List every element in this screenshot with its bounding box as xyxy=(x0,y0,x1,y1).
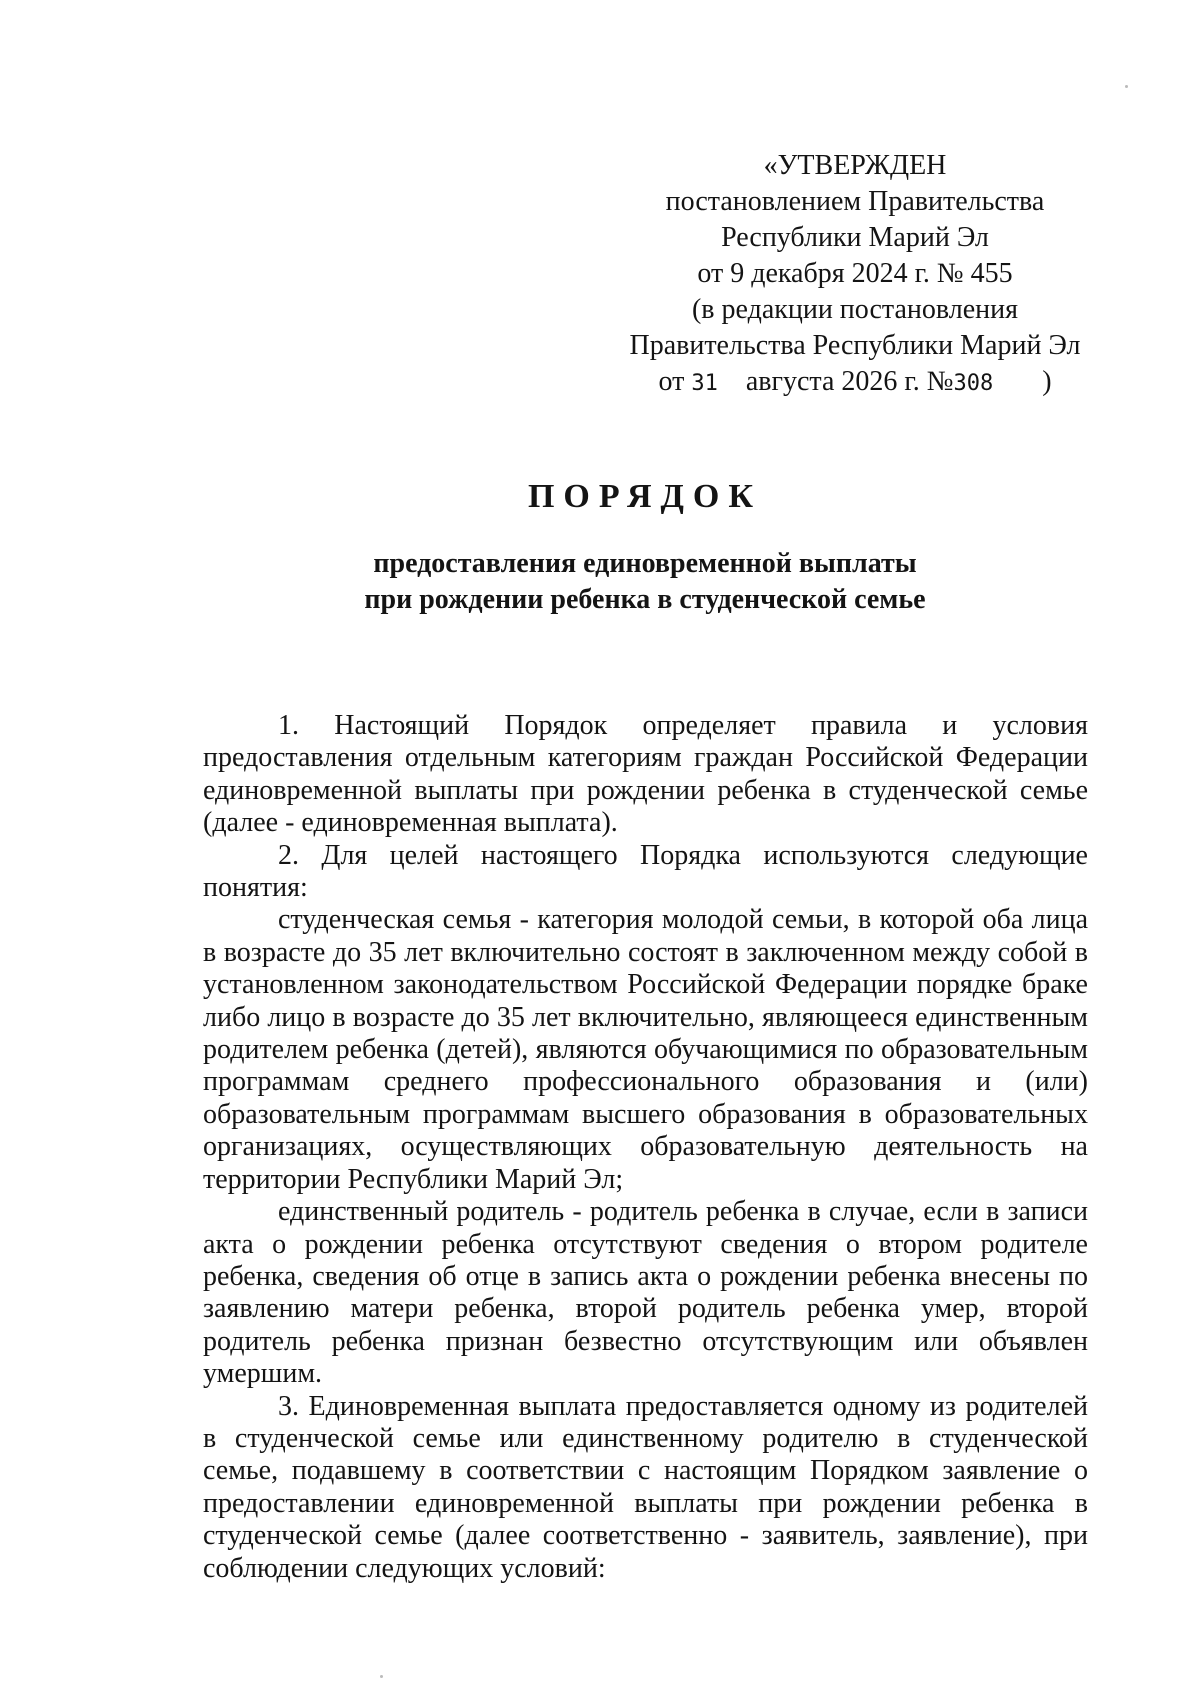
scan-speck xyxy=(380,1675,383,1678)
amendment-closing: ) xyxy=(1042,366,1052,397)
amendment-prefix: от xyxy=(658,366,685,397)
subtitle-line: предоставления единовременной выплаты xyxy=(373,548,917,579)
approval-stamp xyxy=(620,148,1090,402)
approval-line: (в редакции постановления xyxy=(691,294,1019,325)
document-title: ПОРЯДОК xyxy=(527,478,762,515)
paragraph: единственный родитель - родитель ребенка в случае, если в записи акта о рождении ребенка отсутствуют сведения о втором родителе ребенка, сведения об отце в запись акта о рождении ребенка внесены по заявлению матери ребенка, второй родитель ребенка умер, второй родитель ребенка признан безвестно отсутствующим или объявлен умершим. xyxy=(203,1196,1088,1390)
paragraph: студенческая семья - категория молодой семьи, в которой оба лица в возрасте до 35 лет включительно состоят в заключенном между собой в установленном законодательством Российской Федерации порядке браке либо лицо в возрасте до 35 лет включительно, являющееся единственным родителем ребенка (детей), являются обучающимися по образовательным программам среднего профессионального образования и (или) образовательным программам высшего образования в образовательных организациях, осуществляющих образовательную деятельность на территории Республики Марий Эл; xyxy=(203,904,1088,1195)
approval-line: Правительства Республики Марий Эл xyxy=(629,330,1081,361)
paragraph: 1. Настоящий Порядок определяет правила и условия предоставления отдельным категориям граждан Российской Федерации единовременной выплаты при рождении ребенка в студенческой семье (далее - единовременная выплата). xyxy=(203,710,1088,839)
paragraph: 3. Единовременная выплата предоставляется одному из родителей в студенческой семье или единственному родителю в студенческой семье, подавшему в соответствии с настоящим Порядком заявление о предоставлении единовременной выплаты при рождении ребенка в студенческой семье (далее соответственно - заявитель, заявление), при соблюдении следующих условий: xyxy=(203,1390,1088,1584)
amendment-day: 31 xyxy=(691,371,718,396)
paragraph: 2. Для целей настоящего Порядка используются следующие понятия: xyxy=(203,839,1088,904)
approval-line: «УТВЕРЖДЕН xyxy=(763,150,947,181)
approval-line: от 9 декабря 2024 г. № 455 xyxy=(697,258,1013,289)
approval-line: Республики Марий Эл xyxy=(721,222,989,253)
amendment-number: 308 xyxy=(953,371,994,396)
document-body xyxy=(203,710,1088,1585)
approval-line: постановлением Правительства xyxy=(665,186,1045,217)
subtitle-line: при рождении ребенка в студенческой семье xyxy=(364,584,926,615)
scan-speck xyxy=(1125,85,1128,88)
document-subtitle xyxy=(300,546,990,618)
amendment-month-year: августа 2026 г. № xyxy=(745,366,954,397)
amendment-date-line xyxy=(620,364,1090,402)
